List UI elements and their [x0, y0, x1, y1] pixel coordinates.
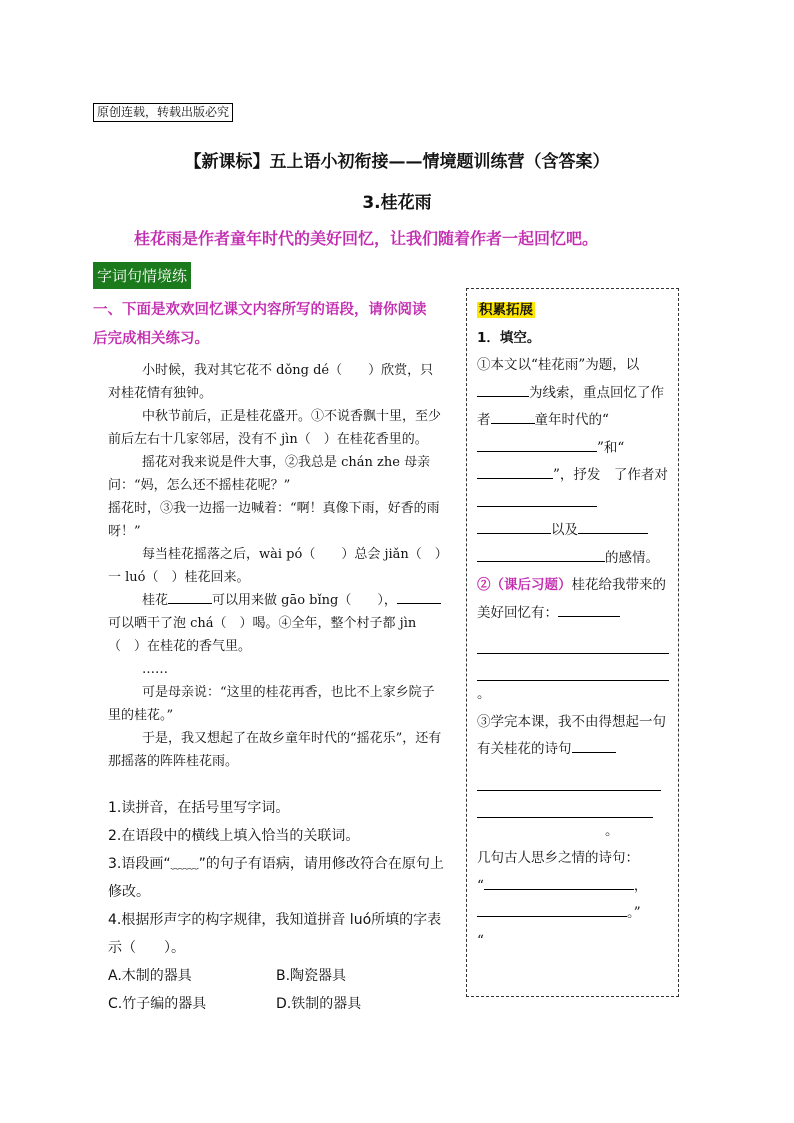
answer-blank[interactable] — [491, 409, 535, 424]
quote-mark: “ — [477, 932, 484, 949]
answer-blank[interactable] — [477, 902, 627, 917]
fill-text: 。 — [605, 822, 619, 839]
poem-line — [477, 900, 669, 928]
extension-box — [466, 288, 679, 997]
question-heading: 一、下面是欢欢回忆课文内容所写的语段，请你阅读后完成相关练习。 — [93, 302, 427, 347]
fill-item-2 — [477, 572, 669, 627]
fill-item-3 — [477, 709, 669, 764]
option-row — [108, 962, 448, 990]
fill-text: 和 — [603, 439, 618, 456]
task-item: 3.语段画“﹏﹏”的句子有语病，请用修改符合在原句上修改。 — [108, 856, 444, 900]
ellipsis: …… — [142, 662, 168, 677]
answer-line[interactable] — [477, 627, 669, 654]
fill-text: 以及 — [551, 522, 578, 538]
fill-item-1: ①本文以“桂花雨”为题，以为线索，重点回忆了作者 童年时代的“”和“”，抒发 了作者对以及的感情。 — [477, 357, 668, 566]
task-item: 4.根据形声字的构字规律，我知道拼音 luó所填的字表示（ ）。 — [108, 912, 442, 956]
answer-line[interactable] — [477, 654, 669, 681]
intro-text: 桂花雨是作者童年时代的美好回忆，让我们随着作者一起回忆吧。 — [134, 229, 599, 248]
option-row — [108, 990, 448, 1018]
passage-paragraph: 摇花时，③我一边摇一边喊着：“啊！真像下雨，好香的雨呀！” — [108, 501, 440, 539]
answer-line[interactable] — [477, 791, 653, 818]
answer-blank[interactable] — [477, 464, 553, 479]
answer-blank[interactable] — [558, 602, 620, 617]
option-c[interactable]: C.竹子编的器具 — [108, 996, 207, 1012]
fill-text: ③学完本课，我不由得想起一句有关桂花的诗句 — [477, 713, 666, 757]
fill-text: ，抒发 了作者对 — [559, 467, 668, 483]
answer-blank[interactable] — [572, 738, 616, 753]
passage-paragraph: 摇花对我来说是件大事，②我总是 chán zhe 母亲问：“妈，怎么还不摇桂花呢？” — [108, 455, 431, 493]
option-a[interactable]: A.木制的器具 — [108, 968, 192, 984]
task-item: 2.在语段中的横线上填入恰当的关联词。 — [108, 828, 360, 844]
fill-text: 。 — [477, 686, 491, 702]
extension-badge: 积累拓展 — [479, 302, 533, 318]
answer-blank[interactable] — [578, 519, 648, 534]
answer-line[interactable] — [477, 764, 661, 791]
answer-blank[interactable] — [477, 437, 597, 452]
fill-text: ， — [633, 877, 648, 894]
passage-text: 桂花 — [142, 593, 169, 608]
answer-blank[interactable] — [477, 382, 529, 397]
answer-blank[interactable] — [484, 875, 634, 890]
fill-text: 。” — [627, 905, 641, 921]
answer-blank[interactable] — [168, 589, 212, 604]
exercise-tag: ②（课后习题） — [477, 577, 572, 593]
answer-blank[interactable] — [397, 589, 441, 604]
lesson-title: 3.桂花雨 — [362, 193, 432, 213]
option-b[interactable]: B.陶瓷器具 — [276, 968, 347, 984]
passage-paragraph — [108, 589, 446, 658]
passage-paragraph: 每当桂花摇落之后，wài pó（ ）总会 jiǎn（ ）一 luó（ ）桂花回来。 — [108, 547, 442, 585]
passage-paragraph: 小时候，我对其它花不 dǒng dé（ ）欣赏，只对桂花情有独钟。 — [108, 363, 434, 401]
copyright-stamp: 原创连载，转载出版必究 — [93, 103, 233, 122]
poem-line — [477, 873, 669, 901]
fill-text: 为线索，重点回忆了作者 — [477, 384, 664, 428]
answer-blank[interactable] — [477, 519, 551, 534]
answer-blank[interactable] — [477, 547, 605, 562]
fill-text: 的感情。 — [605, 549, 659, 566]
section-label: 字词句情境练 — [93, 262, 191, 289]
page-title: 【新课标】五上语小初衔接——情境题训练营（含答案） — [184, 152, 610, 172]
fill-item-4: 几句古人思乡之情的诗句： — [477, 850, 639, 866]
reading-passage — [108, 359, 446, 773]
passage-paragraph: 中秋节前后，正是桂花盛开。①不说香飘十里，至少前后左右十几家邻居，没有不 jìn（ ）在桂花香里的。 — [108, 409, 442, 447]
answer-blank[interactable] — [477, 492, 597, 507]
passage-text: 可以用来做 gāo bǐng（ ）， — [212, 593, 397, 608]
task-item: 1.读拼音，在括号里写字词。 — [108, 800, 290, 816]
fill-title: 1．填空。 — [477, 329, 541, 346]
option-d[interactable]: D.铁制的器具 — [276, 996, 362, 1012]
fill-text: ①本文以“桂花雨”为题，以 — [477, 357, 640, 373]
passage-paragraph: 于是，我又想起了在故乡童年时代的“摇花乐”，还有那摇落的阵阵桂花雨。 — [108, 731, 442, 769]
fill-text: 桂花给我带来的美好回忆有： — [477, 577, 666, 621]
passage-paragraph: 可是母亲说：“这里的桂花再香，也比不上家乡院子里的桂花。” — [108, 685, 435, 723]
task-list — [108, 794, 448, 1018]
quote-mark: “ — [477, 877, 484, 894]
fill-text: 童年时代的 — [534, 412, 602, 428]
passage-text: 可以晒干了泡 chá（ ）喝。④全年，整个村子都 jìn（ ）在桂花的香气里。 — [108, 616, 417, 654]
